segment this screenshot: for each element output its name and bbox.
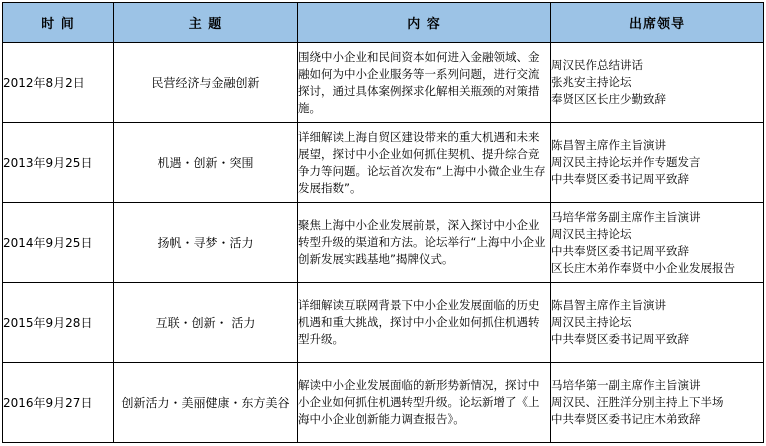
cell-date: 2012年8月2日: [3, 43, 114, 123]
cell-theme: 扬帆・寻梦・活力: [114, 203, 298, 283]
cell-content: 详细解读上海自贸区建设带来的重大机遇和未来展望，探讨中小企业如何抓住契机、提升综合竞争力等问题。论坛首次发布“上海中小微企业生存发展指数”。: [298, 123, 551, 203]
leader-line: 张兆安主持论坛: [551, 75, 632, 89]
cell-leaders: [551, 43, 764, 123]
cell-theme: 互联・创新・ 活力: [114, 283, 298, 363]
cell-content: 围绕中小企业和民间资本如何进入金融领域、金融如何为中小企业服务等一系列问题，进行交流探讨，通过具体案例探求化解相关瓶颈的对策措施。: [298, 43, 551, 123]
header-theme: 主 题: [114, 3, 298, 43]
cell-leaders: [551, 363, 764, 443]
leader-line: 陈昌智主席作主旨演讲: [551, 138, 666, 152]
cell-leaders: [551, 283, 764, 363]
cell-theme: 创新活力・美丽健康・东方美谷: [114, 363, 298, 443]
cell-content: 聚焦上海中小企业发展前景，深入探讨中小企业转型升级的渠道和方法。论坛举行“上海中小企业创新发展实践基地”揭牌仪式。: [298, 203, 551, 283]
table-row: [3, 123, 764, 203]
cell-leaders: [551, 123, 764, 203]
leader-line: 马培华常务副主席作主旨演讲: [551, 209, 701, 224]
leader-line: 区长庄木弟作奉贤中小企业发展报告: [551, 260, 735, 275]
cell-content: 详细解读互联网背景下中小企业发展面临的历史机遇和重大挑战，探讨中小企业如何抓住机遇转型升级。: [298, 283, 551, 363]
cell-date: 2015年9月28日: [3, 283, 114, 363]
cell-theme: 机遇・创新・突围: [114, 123, 298, 203]
leader-line: 中共奉贤区委书记周平致辞: [551, 243, 689, 258]
cell-date: 2014年9月25日: [3, 203, 114, 283]
cell-date: 2013年9月25日: [3, 123, 114, 203]
leader-line: 奉贤区区长庄少勤致辞: [551, 92, 666, 106]
table-row: [3, 203, 764, 283]
cell-theme: 民营经济与金融创新: [114, 43, 298, 123]
forum-table: [2, 2, 764, 443]
leader-line: 中共奉贤区委书记周平致辞: [551, 172, 689, 186]
cell-content: 解读中小企业发展面临的新形势新情况，探讨中小企业如何抓住机遇转型升级。论坛新增了《上海中小企业创新能力调查报告》。: [298, 363, 551, 443]
table-row: [3, 363, 764, 443]
header-time: 时 间: [3, 3, 114, 43]
header-leaders: 出席领导: [551, 3, 764, 43]
leader-line: 中共奉贤区委书记周平致辞: [551, 332, 689, 346]
leader-line: 周汉民作总结讲话: [551, 58, 643, 72]
leader-line: 周汉民主持论坛: [551, 226, 632, 241]
cell-leaders: [551, 203, 764, 283]
cell-date: 2016年9月27日: [3, 363, 114, 443]
table-row: [3, 43, 764, 123]
leader-line: 周汉民主持论坛并作专题发言: [551, 155, 701, 169]
table-row: [3, 283, 764, 363]
leader-line: 中共奉贤区委书记庄木弟致辞: [551, 412, 701, 426]
leader-line: 马培华第一副主席作主旨演讲: [551, 378, 701, 392]
table-header-row: [3, 3, 764, 43]
leader-line: 周汉民、汪胜洋分别主持上下半场: [551, 395, 724, 409]
header-content: 内 容: [298, 3, 551, 43]
leader-line: 周汉民主持论坛: [551, 315, 632, 329]
leader-line: 陈昌智主席作主旨演讲: [551, 298, 666, 312]
